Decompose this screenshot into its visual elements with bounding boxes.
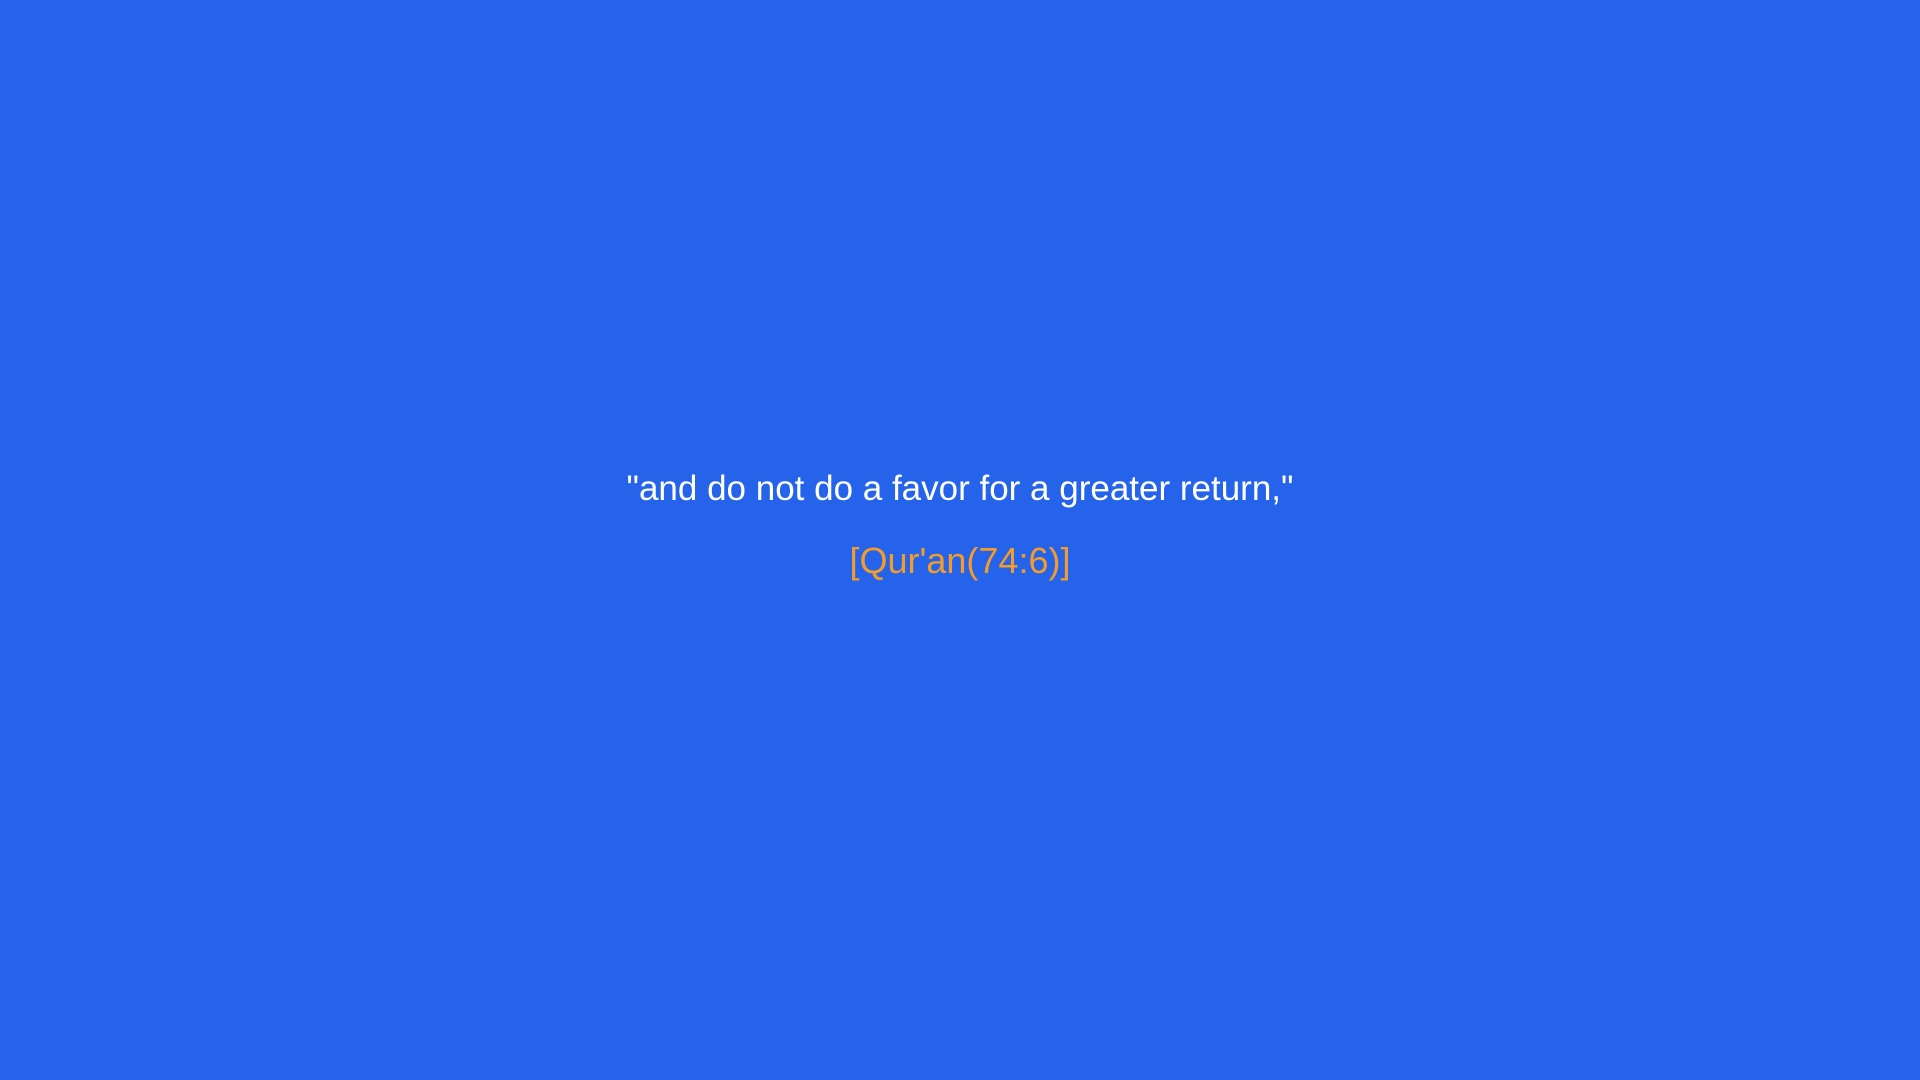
quote-text: "and do not do a favor for a greater return," xyxy=(626,469,1294,508)
quote-reference: [Qur'an(74:6)] xyxy=(849,540,1071,581)
